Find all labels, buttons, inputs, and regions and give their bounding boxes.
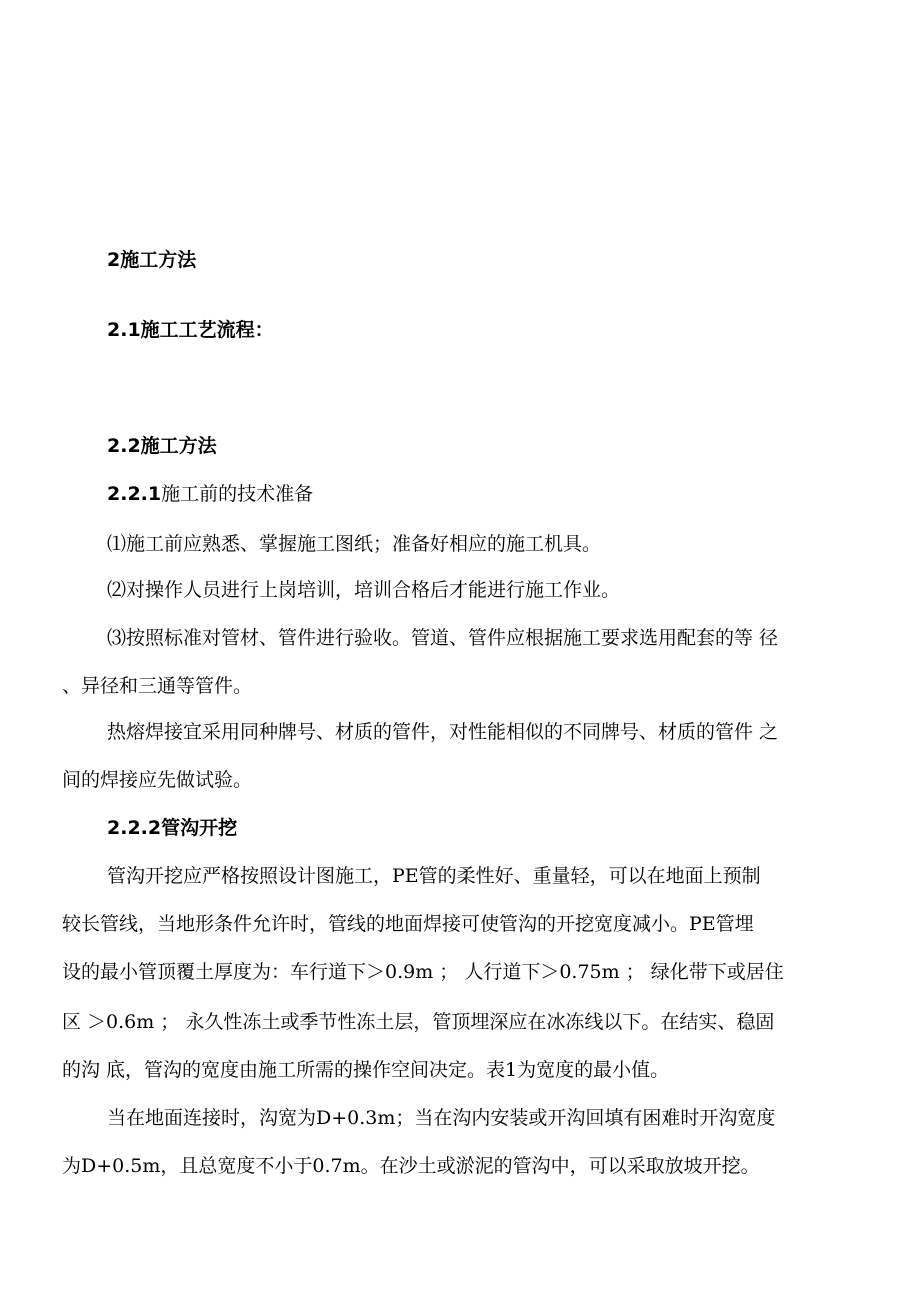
prep-item-1: ⑴施工前应熟悉、掌握施工图纸；准备好相应的施工机具。 — [107, 533, 602, 555]
prep-item-3-line-1: ⑶按照标准对管材、管件进行验收。管道、管件应根据施工要求选用配套的等 径 — [107, 627, 779, 649]
width-paragraph-line-1: 当在地面连接时，沟宽为D+0.3m；当在沟内安装或开沟回填有困难时开沟宽度 — [107, 1107, 776, 1129]
section-heading-2: 2施工方法 — [107, 249, 197, 271]
trench-paragraph-line-5: 的沟 底，管沟的宽度由施工所需的操作空间决定。表1为宽度的最小值。 — [62, 1059, 670, 1081]
trench-paragraph-line-4: 区 ＞0.6m ； 永久性冻土或季节性冻土层，管顶埋深应在冰冻线以下。在结实、稳固 — [62, 1011, 775, 1033]
trench-paragraph-line-3: 设的最小管顶覆土厚度为：车行道下＞0.9m ； 人行道下＞0.75m ； 绿化带下或居住 — [62, 961, 784, 983]
fusion-paragraph-line-2: 间的焊接应先做试验。 — [62, 769, 253, 791]
section-heading-2-2-1 — [107, 482, 313, 506]
section-heading-2-2: 2.2施工方法 — [107, 435, 217, 457]
width-paragraph-line-2: 为D+0.5m，且总宽度不小于0.7m。在沙土或淤泥的管沟中，可以采取放坡开挖。 — [62, 1155, 760, 1177]
section-number: 2.2.1 — [107, 483, 162, 505]
fusion-paragraph-line-1: 热熔焊接宜采用同种牌号、材质的管件，对性能相似的不同牌号、材质的管件 之 — [107, 721, 779, 743]
section-heading-2-2-2: 2.2.2管沟开挖 — [107, 817, 238, 839]
prep-item-3-line-2: 、异径和三通等管件。 — [62, 675, 253, 697]
section-heading-2-1: 2.1施工工艺流程： — [107, 319, 274, 341]
section-title: 施工前的技术准备 — [161, 483, 314, 505]
trench-paragraph-line-2: 较长管线，当地形条件允许时，管线的地面焊接可使管沟的开挖宽度减小。PE管埋 — [62, 913, 754, 935]
trench-paragraph-line-1: 管沟开挖应严格按照设计图施工，PE管的柔性好、重量轻，可以在地面上预制 — [107, 865, 761, 887]
prep-item-2: ⑵对操作人员进行上岗培训，培训合格后才能进行施工作业。 — [107, 579, 621, 601]
